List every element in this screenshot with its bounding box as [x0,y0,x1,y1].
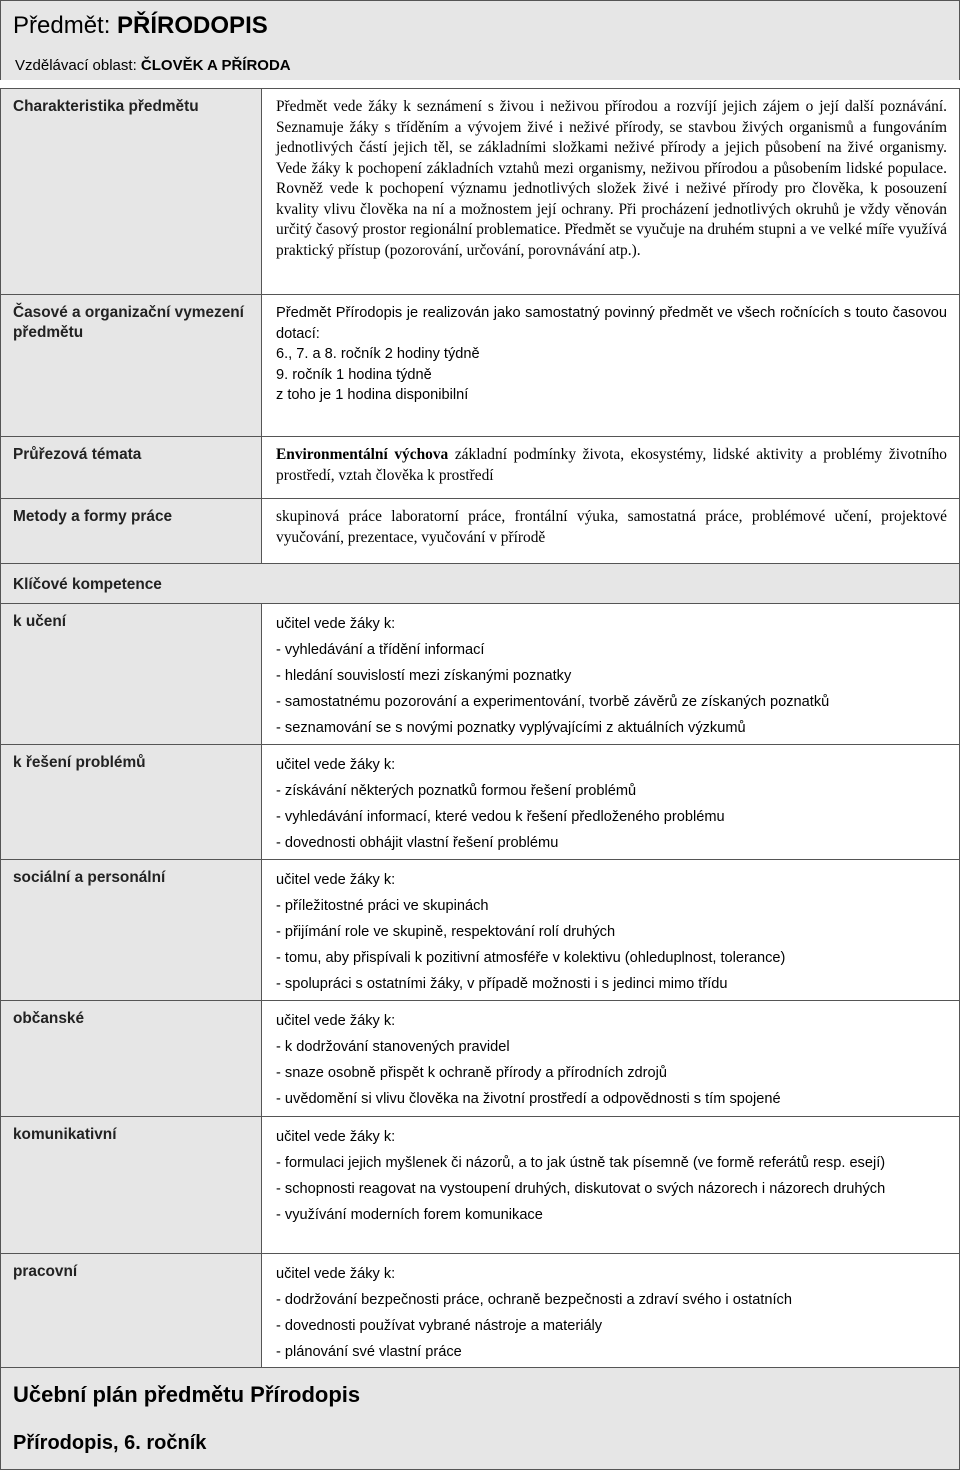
competence-item: - získávání některých poznatků formou řešení problémů [276,783,637,799]
methods-label: Metody a formy práce [1,499,262,563]
competence-row [0,744,960,859]
competence-item: - příležitostné práci ve skupinách [276,898,489,914]
competence-item: - přijímání role ve skupině, respektování rolí druhých [276,924,616,940]
competence-row [0,1253,960,1367]
competence-content [262,604,959,744]
competence-label: komunikativní [1,1117,262,1253]
time-content [262,295,959,436]
competence-label: k řešení problémů [1,745,262,859]
competence-row [0,1000,960,1116]
competence-label: k učení [1,604,262,744]
competence-item: - plánování své vlastní práce [276,1344,462,1360]
methods-text: skupinová práce laboratorní práce, frontální výuka, samostatná práce, problémové učení, projektové vyučování, prezentace, vyučování v přírodě [276,508,947,546]
characteristics-paragraph: Předmět vede žáky k seznámení s živou i neživou přírodou a rozvíjí jejich zájem o její další poznávání. Seznamuje žáky s tříděním a vývojem živé i neživé přírody, se stavbou živých organismů a fungováním jednotlivých částí jejich těl, se základními složkami neživé přírody a jejich působení na živé organismy. Vede žáky k pochopení základních vztahů mezi organismy, neživou přírodou a působením lidské populace. Rovněž vede k pochopení významu jednotlivých složek živé i neživé přírody pro člověka, k posouzení kvality vlivu člověka na ní a možnostem její ochrany. Při procházení jednotlivých okruhů je vždy věnován určitý časový prostor regionální problematice. Předmět se vyučuje na druhém stupni a ve velké míře využívá praktický přístup (pozorování, určování, porovnávání atp.). [276,98,947,259]
competence-label: občanské [1,1001,262,1116]
competence-row [0,859,960,1000]
competence-item: - samostatnému pozorování a experimentování, tvorbě závěrů ze získaných poznatků [276,694,830,710]
competence-lead: učitel vede žáky k: [276,757,396,773]
competence-item: - hledání souvislostí mezi získanými poznatky [276,668,572,684]
time-line: 9. ročník 1 hodina týdně [276,366,432,383]
time-row [0,294,960,436]
characteristics-row [0,88,960,294]
area-line [15,57,291,75]
subject-prefix: Předmět: [13,12,118,39]
competence-label: sociální a personální [1,860,262,1000]
cross-topics-row [0,436,960,498]
area-name: ČLOVĚK A PŘÍRODA [140,57,291,74]
competence-content [262,860,959,1000]
area-prefix: Vzdělávací oblast: [15,57,141,74]
time-label: Časové a organizační vymezení předmětu [1,295,262,436]
competence-item: - seznamování se s novými poznatky vyplývajícími z aktuálních výzkumů [276,720,746,736]
competence-content [262,1254,959,1367]
competence-lead: učitel vede žáky k: [276,1266,396,1282]
time-intro: Předmět Přírodopis je realizován jako samostatný povinný předmět ve všech ročnících s touto časovou dotací: [276,305,947,342]
competence-item: - snaze osobně přispět k ochraně přírody a přírodních zdrojů [276,1065,668,1081]
competence-item: - vyhledávání informací, které vedou k řešení předloženého problému [276,809,725,825]
competence-item: - schopnosti reagovat na vystoupení druhých, diskutovat o svých názorech i názorech druhých [276,1180,886,1197]
time-line: z toho je 1 hodina disponibilní [276,387,469,403]
competence-item: - využívání moderních forem komunikace [276,1206,543,1223]
cross-topics-bold: Environmentální výchova [276,446,449,463]
competence-row [0,603,960,744]
competence-lead: učitel vede žáky k: [276,616,396,632]
competence-lead: učitel vede žáky k: [276,1013,396,1029]
competence-content [262,1001,959,1116]
competence-content [262,745,959,859]
competence-label: pracovní [1,1254,262,1367]
competence-item: - k dodržování stanovených pravidel [276,1039,510,1055]
competence-item: - formulaci jejich myšlenek či názorů, a to jak ústně tak písemně (ve formě referátů resp. esejí) [276,1155,886,1171]
cross-topics-text: základní podmínky života, ekosystémy, lidské aktivity a problémy životního prostředí, vztah člověka k prostředí [276,446,947,484]
competences-heading-row [0,563,960,603]
competence-item: - dodržování bezpečnosti práce, ochraně bezpečnosti a zdraví svého i ostatních [276,1292,792,1308]
methods-row [0,498,960,563]
competence-item: - dovednosti obhájit vlastní řešení problému [276,835,559,851]
cross-topics-content [262,437,959,498]
plan-subtitle: Přírodopis, 6. ročník [13,1432,207,1454]
competence-item: - spolupráci s ostatními žáky, v případě možnosti i s jedinci mimo třídu [276,976,728,992]
competences-heading: Klíčové kompetence [13,576,162,593]
competence-lead: učitel vede žáky k: [276,872,396,888]
characteristics-text [262,89,959,294]
competence-content [262,1117,959,1253]
subject-name: PŘÍRODOPIS [117,12,268,39]
plan-title: Učební plán předmětu Přírodopis [13,1382,361,1407]
competence-lead: učitel vede žáky k: [276,1129,396,1145]
plan-section [0,1367,960,1470]
competence-item: - dovednosti používat vybrané nástroje a materiály [276,1318,603,1334]
competence-row [0,1116,960,1253]
subject-header [0,0,960,80]
characteristics-label: Charakteristika předmětu [1,89,262,294]
cross-topics-label: Průřezová témata [1,437,262,498]
time-line: 6., 7. a 8. ročník 2 hodiny týdně [276,346,480,362]
competence-item: - tomu, aby přispívali k pozitivní atmosféře v kolektivu (ohleduplnost, tolerance) [276,950,786,966]
subject-title [13,11,268,41]
methods-content [262,499,959,563]
competence-item: - uvědomění si vlivu člověka na životní prostředí a odpovědnosti s tím spojené [276,1091,781,1107]
competence-item: - vyhledávání a třídění informací [276,642,485,658]
